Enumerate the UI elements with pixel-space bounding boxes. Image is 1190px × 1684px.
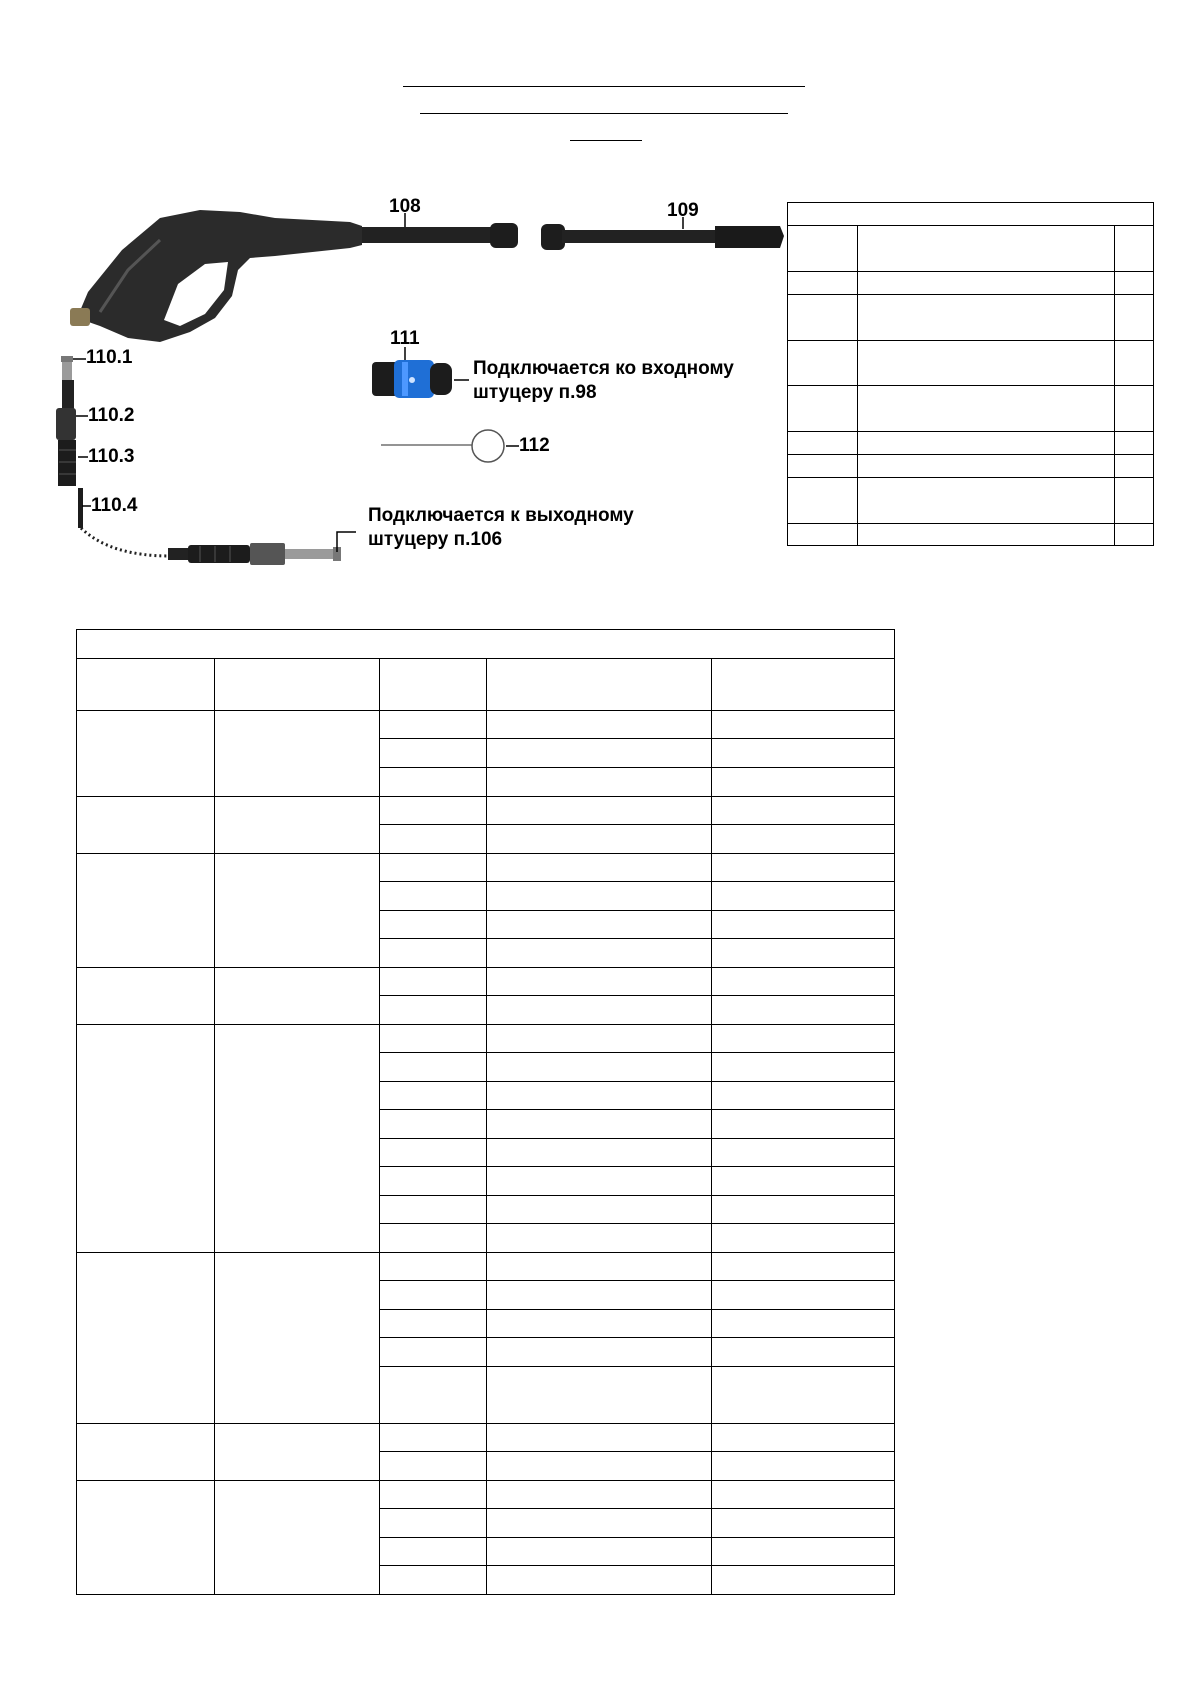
table-cell	[712, 996, 895, 1025]
spec-table	[76, 629, 895, 1595]
table-cell	[1115, 455, 1154, 478]
table-cell	[712, 797, 895, 825]
table-cell	[380, 1196, 487, 1224]
table-cell	[487, 1253, 712, 1281]
label-112: 112	[519, 435, 550, 456]
table-cell	[487, 1082, 712, 1110]
table-cell	[380, 1281, 487, 1310]
table-cell	[77, 1481, 215, 1595]
table-cell	[712, 1224, 895, 1253]
table-cell	[788, 341, 858, 386]
table-cell	[712, 1481, 895, 1509]
label-110-1: 110.1	[86, 347, 133, 368]
table-cell	[487, 854, 712, 882]
table-cell	[712, 659, 895, 711]
table-cell	[858, 432, 1115, 455]
table-cell	[1115, 226, 1154, 272]
table-cell	[380, 1367, 487, 1424]
table-cell	[858, 478, 1115, 524]
table-cell	[487, 1025, 712, 1053]
table-cell	[380, 739, 487, 768]
table-cell	[487, 797, 712, 825]
table-cell	[77, 797, 215, 854]
table-cell	[712, 711, 895, 739]
outlet-note	[368, 504, 634, 552]
table-cell	[215, 1025, 380, 1253]
table-cell	[215, 1481, 380, 1595]
table-cell	[487, 1196, 712, 1224]
table-cell	[380, 1110, 487, 1139]
table-header-cell	[77, 630, 895, 659]
table-cell	[858, 455, 1115, 478]
lance-extension-icon	[541, 224, 784, 250]
table-cell	[712, 939, 895, 968]
table-cell	[712, 1196, 895, 1224]
table-cell	[487, 882, 712, 911]
table-cell	[788, 432, 858, 455]
table-cell	[858, 524, 1115, 546]
table-cell	[380, 1452, 487, 1481]
table-cell	[215, 1424, 380, 1481]
table-cell	[788, 386, 858, 432]
table-cell	[788, 478, 858, 524]
table-cell	[77, 1253, 215, 1424]
table-cell	[712, 768, 895, 797]
table-cell	[380, 711, 487, 739]
table-cell	[77, 968, 215, 1025]
table-cell	[712, 1253, 895, 1281]
table-cell	[712, 1452, 895, 1481]
table-cell	[712, 1509, 895, 1538]
o-ring-icon	[381, 430, 504, 462]
table-cell	[788, 226, 858, 272]
table-cell	[380, 1481, 487, 1509]
quick-coupling-icon	[372, 360, 452, 398]
table-cell	[487, 1367, 712, 1424]
table-cell	[712, 882, 895, 911]
table-cell	[788, 524, 858, 546]
table-cell	[487, 1110, 712, 1139]
table-cell	[380, 1082, 487, 1110]
table-cell	[487, 996, 712, 1025]
table-cell	[712, 1139, 895, 1167]
table-cell	[1115, 386, 1154, 432]
table-cell	[380, 1224, 487, 1253]
table-cell	[712, 854, 895, 882]
table-cell	[712, 1025, 895, 1053]
table-cell	[380, 1424, 487, 1452]
label-108: 108	[389, 196, 421, 217]
table-cell	[487, 825, 712, 854]
table-cell	[487, 1139, 712, 1167]
table-cell	[1115, 295, 1154, 341]
table-cell	[77, 854, 215, 968]
table-cell	[487, 1509, 712, 1538]
table-cell	[487, 968, 712, 996]
table-cell	[215, 1253, 380, 1424]
table-cell	[487, 1281, 712, 1310]
table-cell	[712, 1281, 895, 1310]
table-cell	[215, 659, 380, 711]
table-cell	[712, 1053, 895, 1082]
outlet-note-line-2: штуцеру п.106	[368, 529, 503, 550]
table-cell	[487, 1310, 712, 1338]
table-cell	[380, 1566, 487, 1595]
table-cell	[380, 911, 487, 939]
table-cell	[380, 1310, 487, 1338]
table-cell	[77, 1025, 215, 1253]
table-cell	[712, 1310, 895, 1338]
table-cell	[487, 1538, 712, 1566]
inlet-note-line-1: Подключается ко входному	[473, 358, 734, 379]
table-cell	[380, 1253, 487, 1281]
table-cell	[1115, 432, 1154, 455]
table-header-cell	[788, 203, 1154, 226]
table-cell	[1115, 272, 1154, 295]
table-cell	[380, 825, 487, 854]
label-110-3: 110.3	[88, 446, 135, 467]
label-111: 111	[390, 328, 420, 349]
table-cell	[380, 939, 487, 968]
table-cell	[77, 711, 215, 797]
table-cell	[380, 797, 487, 825]
table-cell	[712, 1566, 895, 1595]
table-cell	[712, 1538, 895, 1566]
table-cell	[380, 882, 487, 911]
inlet-note	[473, 357, 734, 405]
table-cell	[788, 272, 858, 295]
table-cell	[712, 911, 895, 939]
table-cell	[380, 768, 487, 797]
outlet-note-line-1: Подключается к выходному	[368, 505, 634, 526]
table-cell	[858, 226, 1115, 272]
table-cell	[77, 659, 215, 711]
table-cell	[858, 272, 1115, 295]
label-109: 109	[667, 200, 699, 221]
table-cell	[380, 968, 487, 996]
table-cell	[380, 1139, 487, 1167]
table-cell	[712, 1338, 895, 1367]
label-110-2: 110.2	[88, 405, 135, 426]
table-cell	[487, 768, 712, 797]
table-cell	[1115, 524, 1154, 546]
table-cell	[487, 1338, 712, 1367]
table-cell	[487, 1167, 712, 1196]
table-cell	[487, 1224, 712, 1253]
table-cell	[712, 1424, 895, 1452]
table-cell	[712, 1110, 895, 1139]
table-cell	[858, 386, 1115, 432]
table-cell	[77, 1424, 215, 1481]
table-cell	[487, 1452, 712, 1481]
table-cell	[487, 1053, 712, 1082]
table-cell	[215, 854, 380, 968]
table-cell	[858, 341, 1115, 386]
table-cell	[487, 739, 712, 768]
table-cell	[1115, 478, 1154, 524]
table-cell	[215, 797, 380, 854]
table-cell	[380, 1538, 487, 1566]
table-cell	[487, 659, 712, 711]
table-cell	[487, 711, 712, 739]
table-cell	[380, 1338, 487, 1367]
table-cell	[1115, 341, 1154, 386]
table-cell	[712, 1167, 895, 1196]
inlet-note-line-2: штуцеру п.98	[473, 382, 597, 403]
table-cell	[788, 295, 858, 341]
table-cell	[487, 939, 712, 968]
table-cell	[215, 711, 380, 797]
table-cell	[712, 1367, 895, 1424]
table-cell	[380, 1053, 487, 1082]
parts-list-table	[787, 202, 1154, 546]
table-cell	[380, 996, 487, 1025]
table-cell	[487, 1424, 712, 1452]
table-cell	[380, 854, 487, 882]
table-cell	[712, 739, 895, 768]
label-110-4: 110.4	[91, 495, 138, 516]
table-cell	[788, 455, 858, 478]
table-cell	[858, 295, 1115, 341]
table-cell	[712, 968, 895, 996]
spray-gun-icon	[70, 210, 518, 342]
table-cell	[712, 825, 895, 854]
table-cell	[380, 659, 487, 711]
table-cell	[487, 1566, 712, 1595]
table-cell	[380, 1025, 487, 1053]
table-cell	[380, 1167, 487, 1196]
table-cell	[712, 1082, 895, 1110]
table-cell	[487, 911, 712, 939]
table-cell	[380, 1509, 487, 1538]
table-cell	[487, 1481, 712, 1509]
table-cell	[215, 968, 380, 1025]
